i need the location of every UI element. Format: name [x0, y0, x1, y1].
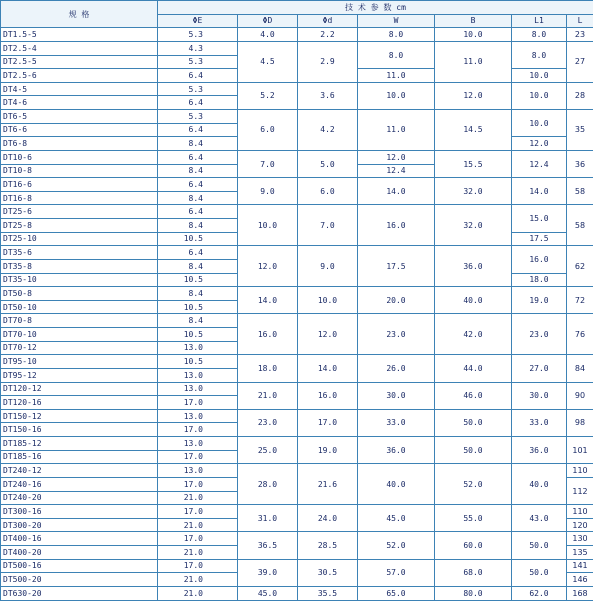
model-cell: DT500-20: [1, 573, 158, 587]
model-cell: DT70-12: [1, 341, 158, 355]
model-cell: DT2.5-6: [1, 69, 158, 83]
model-cell: DT6-6: [1, 123, 158, 137]
b-cell: 46.0: [435, 382, 512, 409]
w-cell: 52.0: [358, 532, 435, 559]
model-cell: DT70-10: [1, 328, 158, 342]
phi-d-outer-cell: 23.0: [238, 409, 298, 436]
phi-d-inner-cell: 28.5: [298, 532, 358, 559]
phi-d-outer-cell: 39.0: [238, 559, 298, 586]
l-cell: 90: [567, 382, 593, 409]
column-header-phi-d-outer: ΦD: [238, 14, 298, 28]
b-cell: 50.0: [435, 437, 512, 464]
phi-d-inner-cell: 14.0: [298, 355, 358, 382]
b-cell: 55.0: [435, 505, 512, 532]
table-row: [1, 464, 593, 478]
model-cell: DT150-16: [1, 423, 158, 437]
w-cell: 11.0: [358, 110, 435, 151]
model-cell: DT50-8: [1, 287, 158, 301]
phi-e-cell: 21.0: [158, 573, 238, 587]
l1-cell: 27.0: [512, 355, 567, 382]
l-cell: 135: [567, 546, 593, 560]
l1-cell: 40.0: [512, 464, 567, 505]
phi-e-cell: 10.5: [158, 355, 238, 369]
model-cell: DT35-8: [1, 259, 158, 273]
phi-e-cell: 6.4: [158, 178, 238, 192]
l-cell: 130: [567, 532, 593, 546]
phi-d-inner-cell: 12.0: [298, 314, 358, 355]
model-cell: DT300-20: [1, 518, 158, 532]
phi-e-cell: 5.3: [158, 55, 238, 69]
model-cell: DT185-12: [1, 437, 158, 451]
phi-e-cell: 21.0: [158, 586, 238, 600]
phi-d-inner-cell: 10.0: [298, 287, 358, 314]
model-cell: DT10-8: [1, 164, 158, 178]
phi-d-outer-cell: 4.5: [238, 41, 298, 82]
model-cell: DT35-6: [1, 246, 158, 260]
l1-cell: 10.0: [512, 82, 567, 109]
model-cell: DT16-8: [1, 191, 158, 205]
phi-d-outer-cell: 21.0: [238, 382, 298, 409]
model-cell: DT50-10: [1, 300, 158, 314]
table-row: [1, 28, 593, 42]
phi-e-cell: 6.4: [158, 123, 238, 137]
table-row: [1, 437, 593, 451]
phi-d-outer-cell: 18.0: [238, 355, 298, 382]
phi-d-outer-cell: 28.0: [238, 464, 298, 505]
w-cell: 40.0: [358, 464, 435, 505]
phi-d-inner-cell: 35.5: [298, 586, 358, 600]
phi-e-cell: 17.0: [158, 532, 238, 546]
l-cell: 23: [567, 28, 593, 42]
table-row: [1, 409, 593, 423]
column-header-l1: L1: [512, 14, 567, 28]
phi-e-cell: 13.0: [158, 464, 238, 478]
model-cell: DT2.5-4: [1, 41, 158, 55]
l-cell: 110: [567, 464, 593, 478]
l1-cell: 33.0: [512, 409, 567, 436]
phi-d-outer-cell: 36.5: [238, 532, 298, 559]
l1-cell: 15.0: [512, 205, 567, 232]
b-cell: 42.0: [435, 314, 512, 355]
w-cell: 10.0: [358, 82, 435, 109]
phi-d-inner-cell: 17.0: [298, 409, 358, 436]
phi-e-cell: 6.4: [158, 150, 238, 164]
phi-e-cell: 13.0: [158, 341, 238, 355]
l1-cell: 12.0: [512, 137, 567, 151]
l-cell: 84: [567, 355, 593, 382]
column-header-b: B: [435, 14, 512, 28]
phi-e-cell: 10.5: [158, 273, 238, 287]
phi-e-cell: 10.5: [158, 232, 238, 246]
phi-e-cell: 10.5: [158, 300, 238, 314]
b-cell: 15.5: [435, 150, 512, 177]
phi-e-cell: 6.4: [158, 96, 238, 110]
phi-e-cell: 13.0: [158, 437, 238, 451]
phi-e-cell: 13.0: [158, 382, 238, 396]
b-cell: 12.0: [435, 82, 512, 109]
phi-e-cell: 8.4: [158, 191, 238, 205]
phi-e-cell: 6.4: [158, 246, 238, 260]
b-cell: 68.0: [435, 559, 512, 586]
w-cell: 16.0: [358, 205, 435, 246]
model-cell: DT25-6: [1, 205, 158, 219]
w-cell: 23.0: [358, 314, 435, 355]
b-cell: 14.5: [435, 110, 512, 151]
header-row-top: [1, 1, 593, 15]
phi-d-outer-cell: 16.0: [238, 314, 298, 355]
model-cell: DT500-16: [1, 559, 158, 573]
l1-cell: 10.0: [512, 110, 567, 137]
model-cell: DT16-6: [1, 178, 158, 192]
phi-e-cell: 5.3: [158, 110, 238, 124]
model-cell: DT25-8: [1, 219, 158, 233]
phi-d-inner-cell: 21.6: [298, 464, 358, 505]
l-cell: 72: [567, 287, 593, 314]
table-row: [1, 150, 593, 164]
l1-cell: 62.0: [512, 586, 567, 600]
spec-column-header: 规 格: [1, 1, 158, 28]
b-cell: 36.0: [435, 246, 512, 287]
phi-d-outer-cell: 12.0: [238, 246, 298, 287]
model-cell: DT4-5: [1, 82, 158, 96]
phi-e-cell: 17.0: [158, 396, 238, 410]
phi-e-cell: 17.0: [158, 477, 238, 491]
b-cell: 80.0: [435, 586, 512, 600]
phi-e-cell: 6.4: [158, 69, 238, 83]
table-row: [1, 355, 593, 369]
phi-e-cell: 6.4: [158, 205, 238, 219]
l-cell: 120: [567, 518, 593, 532]
table-row: [1, 505, 593, 519]
w-cell: 12.4: [358, 164, 435, 178]
table-row: [1, 41, 593, 55]
model-cell: DT150-12: [1, 409, 158, 423]
l1-cell: 23.0: [512, 314, 567, 355]
phi-d-inner-cell: 7.0: [298, 205, 358, 246]
phi-e-cell: 21.0: [158, 546, 238, 560]
phi-d-outer-cell: 5.2: [238, 82, 298, 109]
w-cell: 11.0: [358, 69, 435, 83]
table-row: [1, 532, 593, 546]
l1-cell: 8.0: [512, 28, 567, 42]
phi-d-inner-cell: 16.0: [298, 382, 358, 409]
w-cell: 36.0: [358, 437, 435, 464]
l1-cell: 16.0: [512, 246, 567, 273]
l-cell: 27: [567, 41, 593, 82]
b-cell: 10.0: [435, 28, 512, 42]
l-cell: 146: [567, 573, 593, 587]
table-row: [1, 382, 593, 396]
w-cell: 20.0: [358, 287, 435, 314]
l-cell: 110: [567, 505, 593, 519]
phi-d-inner-cell: 3.6: [298, 82, 358, 109]
model-cell: DT2.5-5: [1, 55, 158, 69]
model-cell: DT95-12: [1, 368, 158, 382]
phi-e-cell: 21.0: [158, 518, 238, 532]
phi-e-cell: 17.0: [158, 450, 238, 464]
phi-d-inner-cell: 30.5: [298, 559, 358, 586]
column-header-w: W: [358, 14, 435, 28]
model-cell: DT1.5-5: [1, 28, 158, 42]
model-cell: DT10-6: [1, 150, 158, 164]
l-cell: 62: [567, 246, 593, 287]
w-cell: 17.5: [358, 246, 435, 287]
table-row: [1, 586, 593, 600]
phi-e-cell: 17.0: [158, 559, 238, 573]
l1-cell: 30.0: [512, 382, 567, 409]
phi-e-cell: 17.0: [158, 505, 238, 519]
phi-d-inner-cell: 2.9: [298, 41, 358, 82]
phi-d-outer-cell: 6.0: [238, 110, 298, 151]
b-cell: 50.0: [435, 409, 512, 436]
w-cell: 33.0: [358, 409, 435, 436]
phi-e-cell: 4.3: [158, 41, 238, 55]
b-cell: 11.0: [435, 41, 512, 82]
model-cell: DT400-16: [1, 532, 158, 546]
phi-d-outer-cell: 45.0: [238, 586, 298, 600]
b-cell: 44.0: [435, 355, 512, 382]
b-cell: 40.0: [435, 287, 512, 314]
l-cell: 58: [567, 205, 593, 246]
phi-e-cell: 8.4: [158, 164, 238, 178]
column-header-l: L: [567, 14, 593, 28]
phi-d-inner-cell: 4.2: [298, 110, 358, 151]
w-cell: 65.0: [358, 586, 435, 600]
phi-d-inner-cell: 5.0: [298, 150, 358, 177]
phi-d-outer-cell: 7.0: [238, 150, 298, 177]
l1-cell: 8.0: [512, 41, 567, 68]
phi-e-cell: 13.0: [158, 409, 238, 423]
b-cell: 32.0: [435, 178, 512, 205]
column-header-phi-d-inner: Φd: [298, 14, 358, 28]
b-cell: 32.0: [435, 205, 512, 246]
l-cell: 28: [567, 82, 593, 109]
params-column-header: 技 术 参 数 cm: [158, 1, 593, 15]
l1-cell: 17.5: [512, 232, 567, 246]
l-cell: 168: [567, 586, 593, 600]
model-cell: DT185-16: [1, 450, 158, 464]
model-cell: DT300-16: [1, 505, 158, 519]
phi-d-outer-cell: 10.0: [238, 205, 298, 246]
phi-d-outer-cell: 31.0: [238, 505, 298, 532]
w-cell: 30.0: [358, 382, 435, 409]
table-row: [1, 287, 593, 301]
model-cell: DT6-5: [1, 110, 158, 124]
phi-e-cell: 8.4: [158, 137, 238, 151]
w-cell: 8.0: [358, 28, 435, 42]
l-cell: 141: [567, 559, 593, 573]
l1-cell: 43.0: [512, 505, 567, 532]
table-row: [1, 246, 593, 260]
phi-e-cell: 8.4: [158, 287, 238, 301]
table-row: [1, 82, 593, 96]
model-cell: DT240-12: [1, 464, 158, 478]
model-cell: DT6-8: [1, 137, 158, 151]
model-cell: DT120-16: [1, 396, 158, 410]
phi-d-outer-cell: 14.0: [238, 287, 298, 314]
table-row: [1, 110, 593, 124]
l1-cell: 12.4: [512, 150, 567, 177]
phi-d-inner-cell: 6.0: [298, 178, 358, 205]
model-cell: DT35-10: [1, 273, 158, 287]
model-cell: DT120-12: [1, 382, 158, 396]
phi-d-outer-cell: 25.0: [238, 437, 298, 464]
phi-d-inner-cell: 24.0: [298, 505, 358, 532]
l-cell: 36: [567, 150, 593, 177]
l-cell: 76: [567, 314, 593, 355]
l1-cell: 10.0: [512, 69, 567, 83]
l-cell: 98: [567, 409, 593, 436]
l1-cell: 18.0: [512, 273, 567, 287]
model-cell: DT4-6: [1, 96, 158, 110]
table-row: [1, 314, 593, 328]
model-cell: DT70-8: [1, 314, 158, 328]
phi-d-inner-cell: 19.0: [298, 437, 358, 464]
phi-d-outer-cell: 4.0: [238, 28, 298, 42]
phi-d-inner-cell: 9.0: [298, 246, 358, 287]
w-cell: 14.0: [358, 178, 435, 205]
column-header-phi-e: ΦE: [158, 14, 238, 28]
phi-e-cell: 5.3: [158, 28, 238, 42]
phi-e-cell: 21.0: [158, 491, 238, 505]
w-cell: 12.0: [358, 150, 435, 164]
model-cell: DT240-20: [1, 491, 158, 505]
table-row: [1, 178, 593, 192]
l1-cell: 50.0: [512, 559, 567, 586]
phi-d-inner-cell: 2.2: [298, 28, 358, 42]
phi-e-cell: 10.5: [158, 328, 238, 342]
model-cell: DT400-20: [1, 546, 158, 560]
model-cell: DT95-10: [1, 355, 158, 369]
l1-cell: 36.0: [512, 437, 567, 464]
phi-e-cell: 17.0: [158, 423, 238, 437]
phi-d-outer-cell: 9.0: [238, 178, 298, 205]
l-cell: 101: [567, 437, 593, 464]
b-cell: 60.0: [435, 532, 512, 559]
l1-cell: 14.0: [512, 178, 567, 205]
l-cell: 35: [567, 110, 593, 151]
phi-e-cell: 8.4: [158, 314, 238, 328]
phi-e-cell: 5.3: [158, 82, 238, 96]
l1-cell: 50.0: [512, 532, 567, 559]
table-row: [1, 559, 593, 573]
phi-e-cell: 13.0: [158, 368, 238, 382]
l1-cell: 19.0: [512, 287, 567, 314]
b-cell: 52.0: [435, 464, 512, 505]
w-cell: 45.0: [358, 505, 435, 532]
phi-e-cell: 8.4: [158, 219, 238, 233]
model-cell: DT240-16: [1, 477, 158, 491]
w-cell: 8.0: [358, 41, 435, 68]
spec-table-body: [1, 1, 593, 601]
w-cell: 26.0: [358, 355, 435, 382]
w-cell: 57.0: [358, 559, 435, 586]
model-cell: DT25-10: [1, 232, 158, 246]
phi-e-cell: 8.4: [158, 259, 238, 273]
l-cell: 112: [567, 477, 593, 504]
l-cell: 58: [567, 178, 593, 205]
table-row: [1, 205, 593, 219]
model-cell: DT630-20: [1, 586, 158, 600]
